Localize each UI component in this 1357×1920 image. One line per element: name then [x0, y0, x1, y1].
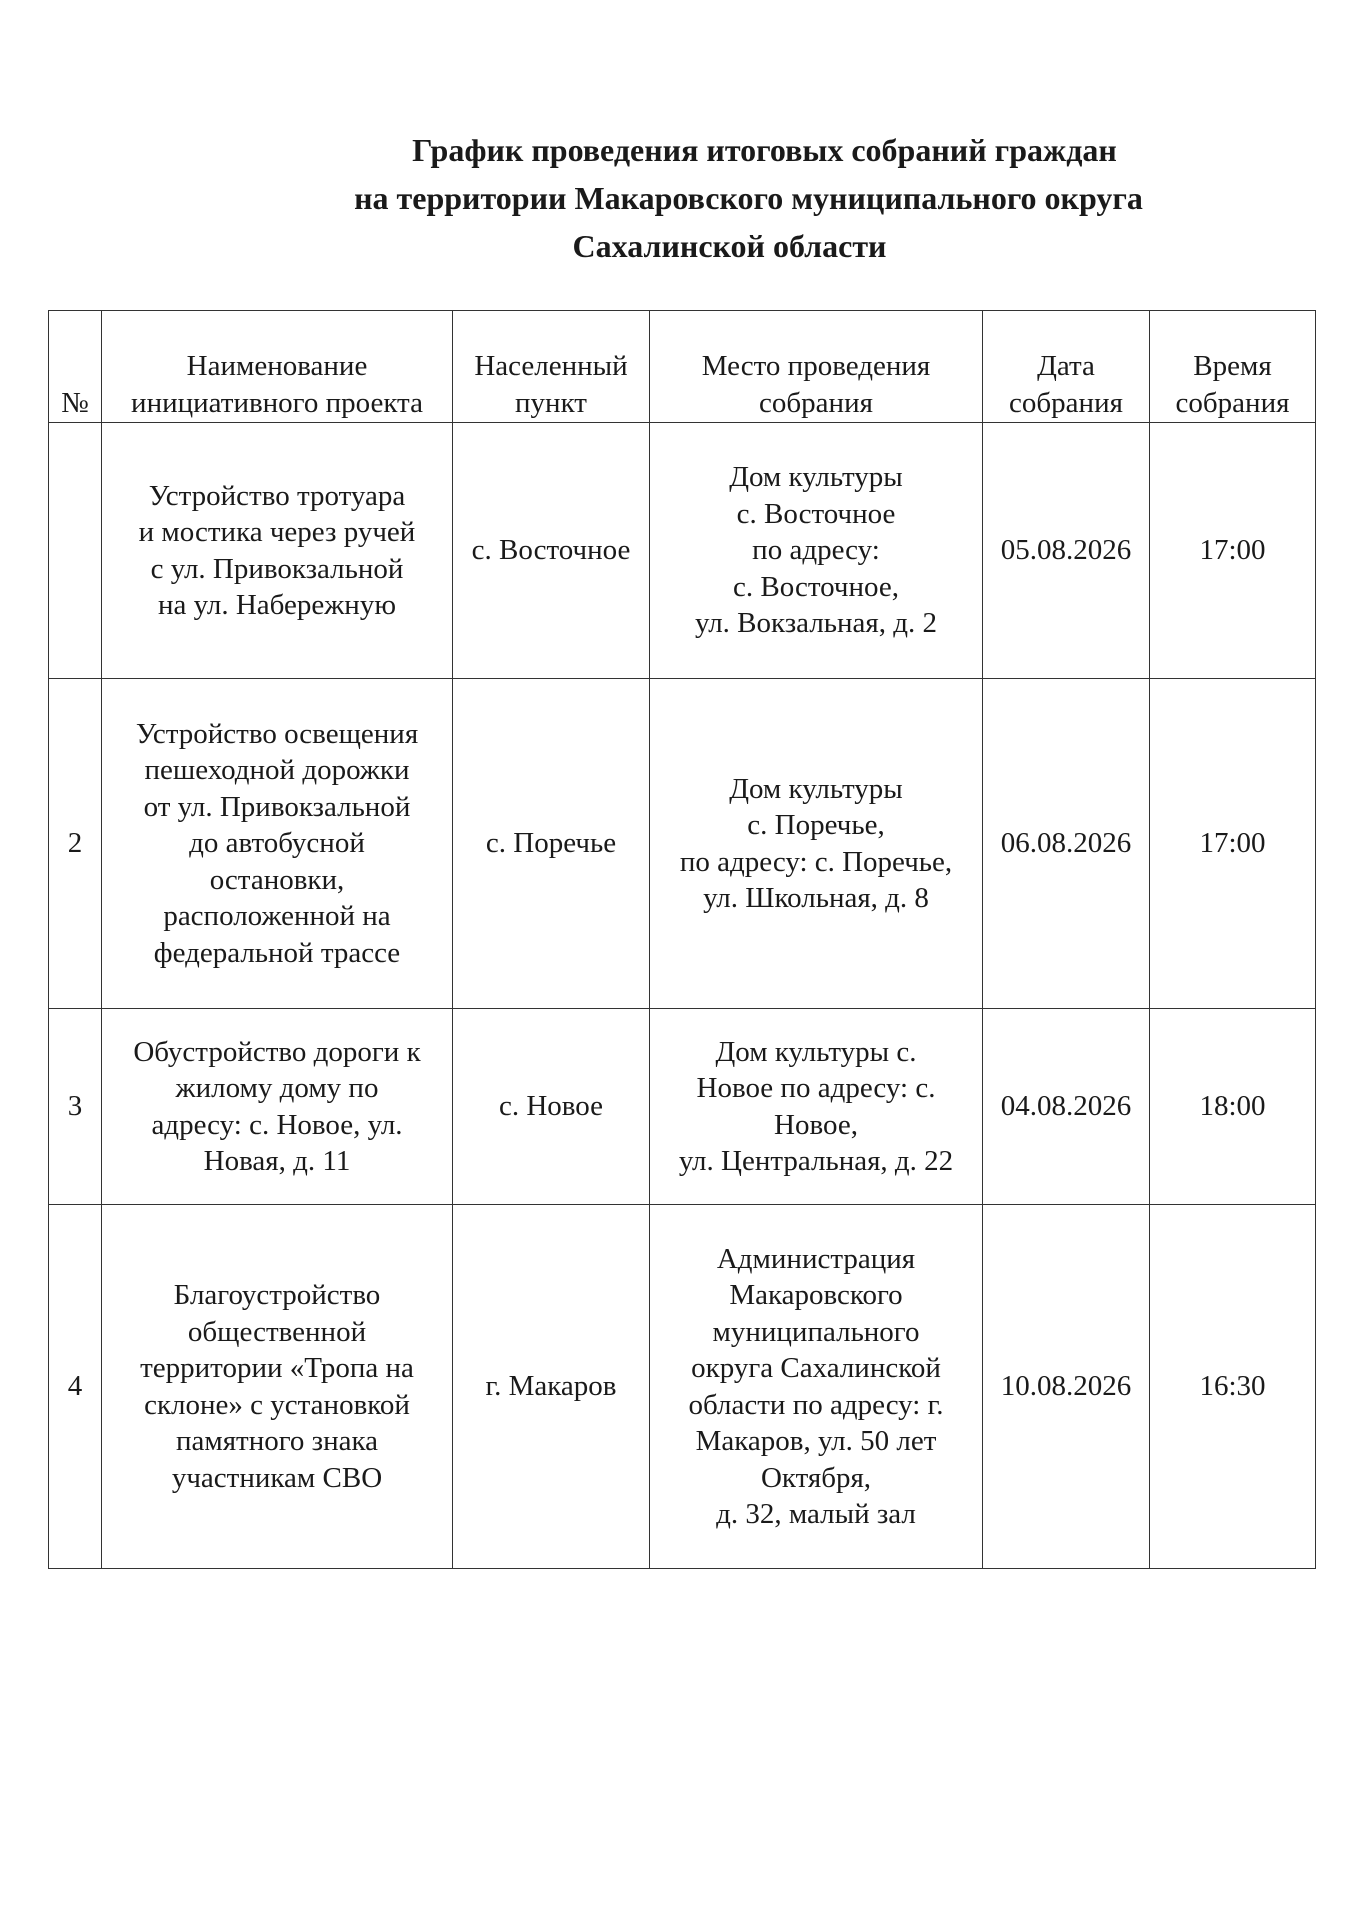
cell-time: 17:00	[1150, 679, 1316, 1009]
cell-project: Устройство тротуара и мостика через ручей с ул. Привокзальной на ул. Набережную	[102, 423, 453, 679]
cell-num: 2	[49, 679, 102, 1009]
cell-place: Дом культуры с. Восточное по адресу: с. Восточное, ул. Вокзальная, д. 2	[650, 423, 983, 679]
cell-date: 10.08.2026	[983, 1205, 1150, 1569]
cell-place: Администрация Макаровского муниципального округа Сахалинской области по адресу: г. Макаров, ул. 50 лет Октября, д. 32, малый зал	[650, 1205, 983, 1569]
header-date: Дата собрания	[983, 311, 1150, 423]
cell-num: 3	[49, 1009, 102, 1205]
cell-time: 18:00	[1150, 1009, 1316, 1205]
cell-time: 17:00	[1150, 423, 1316, 679]
title-line-3: Сахалинской области	[572, 228, 887, 264]
title-line-1: График проведения итоговых собраний граждан	[412, 132, 1117, 168]
cell-date: 04.08.2026	[983, 1009, 1150, 1205]
cell-num: 4	[49, 1205, 102, 1569]
cell-time: 16:30	[1150, 1205, 1316, 1569]
cell-project: Обустройство дороги к жилому дому по адресу: с. Новое, ул. Новая, д. 11	[102, 1009, 453, 1205]
cell-settlement: с. Новое	[453, 1009, 650, 1205]
table-row	[49, 1205, 1316, 1569]
cell-project: Устройство освещения пешеходной дорожки от ул. Привокзальной до автобусной остановки, расположенной на федеральной трассе	[102, 679, 453, 1009]
cell-place: Дом культуры с. Новое по адресу: с. Новое, ул. Центральная, д. 22	[650, 1009, 983, 1205]
cell-settlement: с. Поречье	[453, 679, 650, 1009]
document-title	[0, 126, 1357, 270]
meetings-schedule-table	[48, 310, 1316, 1569]
header-project: Наименование инициативного проекта	[102, 311, 453, 423]
cell-settlement: г. Макаров	[453, 1205, 650, 1569]
table-row	[49, 423, 1316, 679]
table-row	[49, 679, 1316, 1009]
cell-date: 06.08.2026	[983, 679, 1150, 1009]
header-time: Время собрания	[1150, 311, 1316, 423]
cell-num	[49, 423, 102, 679]
cell-settlement: с. Восточное	[453, 423, 650, 679]
header-settlement: Населенный пункт	[453, 311, 650, 423]
title-line-2: на территории Макаровского муниципального округа	[354, 180, 1143, 216]
cell-project: Благоустройство общественной территории «Тропа на склоне» с установкой памятного знака участникам СВО	[102, 1205, 453, 1569]
cell-place: Дом культуры с. Поречье, по адресу: с. Поречье, ул. Школьная, д. 8	[650, 679, 983, 1009]
table-header-row	[49, 311, 1316, 423]
header-place: Место проведения собрания	[650, 311, 983, 423]
header-num: №	[49, 311, 102, 423]
table-row	[49, 1009, 1316, 1205]
cell-date: 05.08.2026	[983, 423, 1150, 679]
